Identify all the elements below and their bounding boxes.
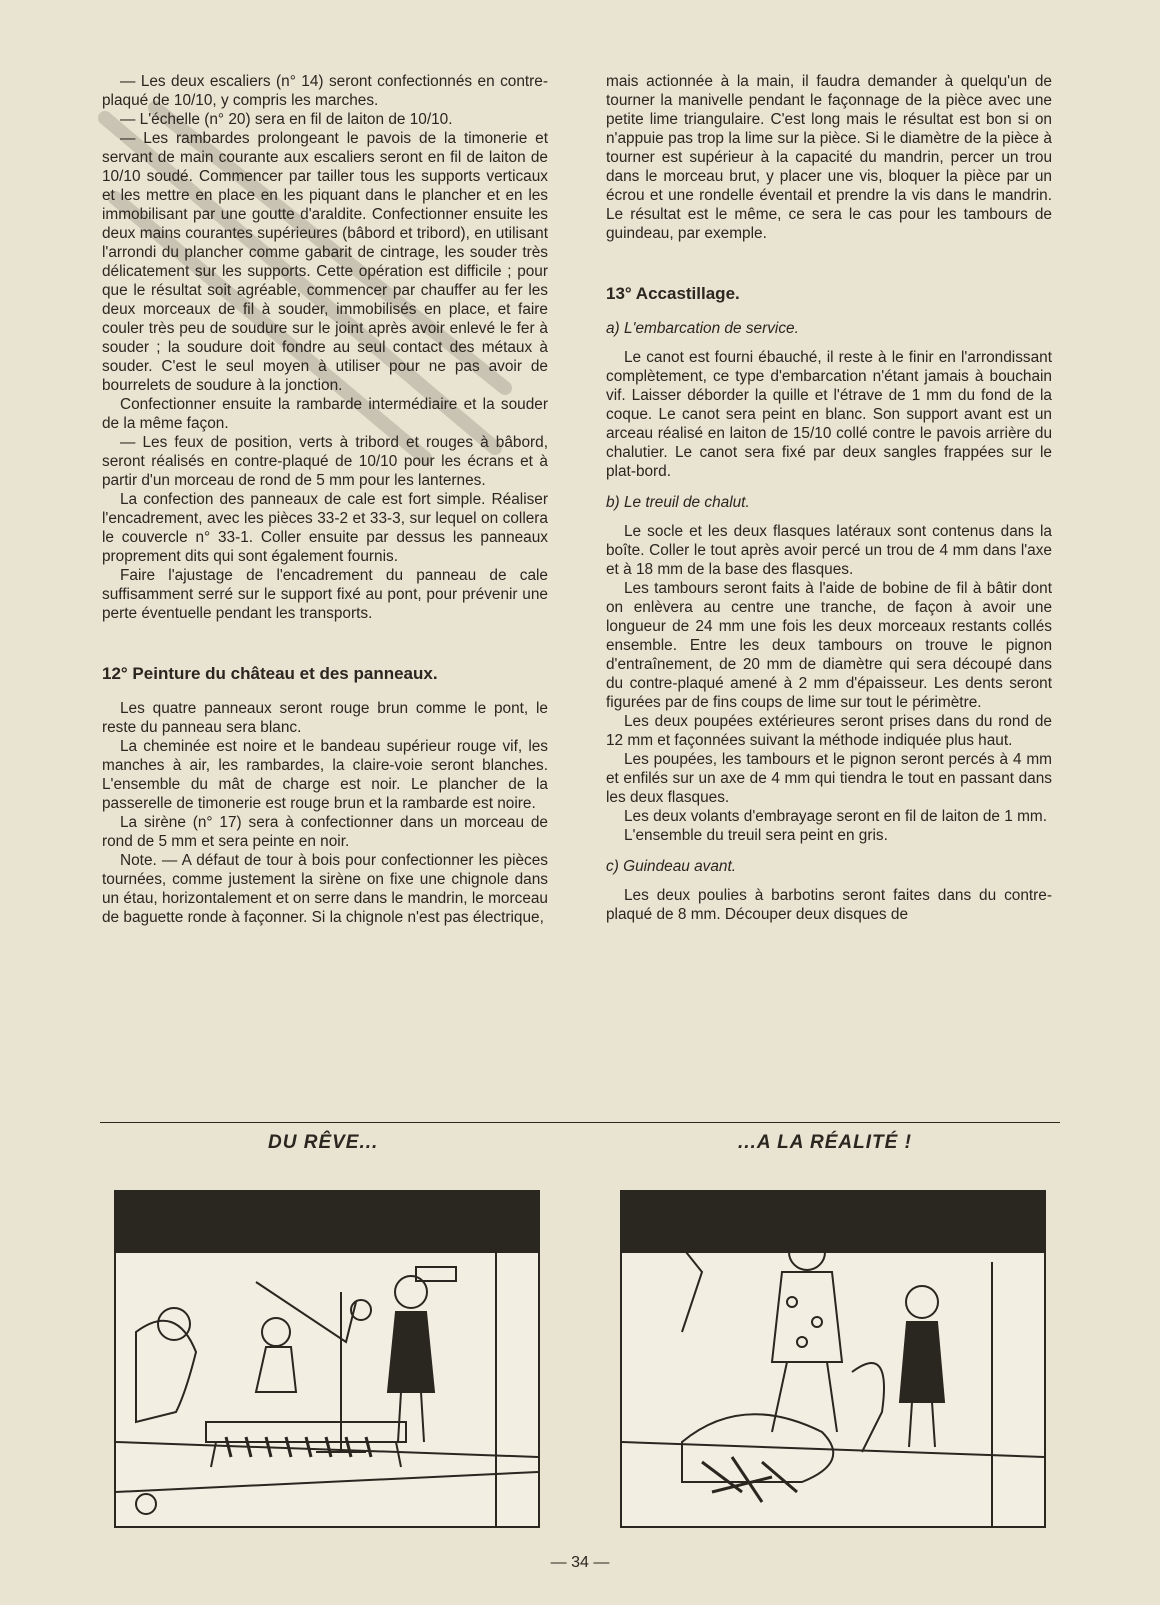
subheading-c: c) Guindeau avant.: [606, 858, 737, 875]
left-column: [102, 72, 548, 927]
cartoon-reality-illustration: [620, 1190, 1046, 1528]
paragraph: Les tambours seront faits à l'aide de bobine de fil à bâtir dont on enlèvera au centre une tranche, de façon à avoir une longueur de 24 mm une fois les deux morceaux restants collés ensemble. Entre les deux tambours on trouve le pignon d'entraînement, de 20 mm de diamètre qui sera découpé dans du contre-plaqué amené à 2 mm d'épaisseur. Les dents seront figurées par de fins coups de lime sur tout le périmètre.: [606, 580, 1052, 711]
paragraph: Les deux volants d'embrayage seront en fil de laiton de 1 mm.: [624, 808, 1048, 825]
page-number: — 34 —: [550, 1554, 610, 1571]
paragraph: mais actionnée à la main, il faudra demander à quelqu'un de tourner la manivelle pendant le façonnage de la pièce avec une petite lime triangulaire. C'est long mais le résultat est bon si on n'appuie pas trop la lime sur la pièce. Si le diamètre de la pièce à tourner est supérieur à la capacité du mandrin, percer un trou dans le morceau brut, y placer une vis, bloquer la pièce par un écrou et une rondelle éventail et prendre la vis dans le mandrin. Le résultat est le même, ce sera le cas pour les tambours de guindeau, par exemple.: [606, 73, 1052, 242]
paragraph: Note. — A défaut de tour à bois pour confectionner les pièces tournées, comme justement la sirène on fixe une chignole dans un étau, horizontalement et on serre dans le mandrin, le morceau de baguette ronde à façonner. Si la chignole n'est pas électrique,: [102, 852, 548, 926]
cartoon-dream-illustration: [114, 1190, 540, 1528]
subheading-a: a) L'embarcation de service.: [606, 320, 799, 337]
paragraph: — Les deux escaliers (n° 14) seront confectionnés en contre-plaqué de 10/10, y compris les marches.: [102, 73, 548, 109]
cartoon-left-caption: DU RÊVE...: [268, 1132, 379, 1153]
paragraph: La confection des panneaux de cale est fort simple. Réaliser l'encadrement, avec les pièces 33-2 et 33-3, sur lequel on collera le couvercle n° 33-1. Coller ensuite par dessus les panneaux proprement dits qui sont également fournis.: [102, 491, 548, 565]
paragraph: — L'échelle (n° 20) sera en fil de laiton de 10/10.: [120, 111, 453, 128]
divider-line: [100, 1122, 1060, 1123]
paragraph: Les poupées, les tambours et le pignon seront percés à 4 mm et enfilés sur un axe de 4 mm qui tiendra le tout en passant dans les deux flasques.: [606, 751, 1052, 806]
paragraph: L'ensemble du treuil sera peint en gris.: [624, 827, 888, 844]
section-12-heading: 12° Peinture du château et des panneaux.: [102, 664, 438, 683]
paragraph: — Les feux de position, verts à tribord et rouges à bâbord, seront réalisés en contre-plaqué de 10/10 pour les écrans et à partir d'un morceau de rond de 5 mm pour les lanternes.: [102, 434, 548, 489]
paragraph: La sirène (n° 17) sera à confectionner dans un morceau de rond de 5 mm et sera peinte en noir.: [102, 814, 548, 850]
cartoon-right-caption: ...A LA RÉALITÉ !: [738, 1132, 912, 1153]
paragraph: Confectionner ensuite la rambarde intermédiaire et la souder de la même façon.: [102, 396, 548, 432]
subheading-b: b) Le treuil de chalut.: [606, 494, 750, 511]
paragraph: — Les rambardes prolongeant le pavois de la timonerie et servant de main courante aux escaliers seront en fil de laiton de 10/10 soudé. Commencer par tailler tous les supports verticaux et les mettre en place en les piquant dans le plancher et en les immobilisant par une goutte d'araldite. Confectionner ensuite les deux mains courantes supérieures (bâbord et tribord), en utilisant l'arrondi du plancher comme gabarit de cintrage, les souder très délicatement sur les supports. Cette opération est difficile ; pour que le résultat soit agréable, commencer par chauffer au fer les deux morceaux de fil à souder, immobilisés en place, et faire couler très peu de soudure sur le joint après avoir enlevé le fer à souder ; la soudure doit fondre au seul contact des métaux à souder. C'est le seul moyen à utiliser pour ne pas avoir de bourrelets de soudure à la jonction.: [102, 130, 548, 394]
section-13-heading: 13° Accastillage.: [606, 284, 740, 303]
paragraph: Faire l'ajustage de l'encadrement du panneau de cale suffisamment serré sur le support fixé au pont, pour prévenir une perte éventuelle pendant les transports.: [102, 567, 548, 622]
paragraph: Le canot est fourni ébauché, il reste à le finir en l'arrondissant complètement, ce type d'embarcation n'étant jamais à bouchain vif. Laisser déborder la quille et l'étrave de 1 mm du fond de la coque. Le canot sera peint en blanc. Son support avant est un arceau réalisé en laiton de 15/10 collé contre le pavois arrière du chalutier. Le canot sera fixé par deux sangles frappées sur le plat-bord.: [606, 349, 1052, 480]
paragraph: Les deux poulies à barbotins seront faites dans du contre-plaqué de 8 mm. Découper deux disques de: [606, 887, 1052, 923]
paragraph: Les deux poupées extérieures seront prises dans du rond de 12 mm et façonnées suivant la méthode indiquée plus haut.: [606, 713, 1052, 749]
paragraph: La cheminée est noire et le bandeau supérieur rouge vif, les manches à air, les rambardes, la claire-voie seront blanches. L'ensemble du mât de charge est noir. Le plancher de la passerelle de timonerie est rouge brun et la rambarde est noire.: [102, 738, 548, 812]
paragraph: Le socle et les deux flasques latéraux sont contenus dans la boîte. Coller le tout après avoir percé un trou de 4 mm dans l'axe et à 18 mm de la base des flasques.: [606, 523, 1052, 578]
paragraph: Les quatre panneaux seront rouge brun comme le pont, le reste du panneau sera blanc.: [102, 700, 548, 736]
right-column: [606, 72, 1052, 924]
